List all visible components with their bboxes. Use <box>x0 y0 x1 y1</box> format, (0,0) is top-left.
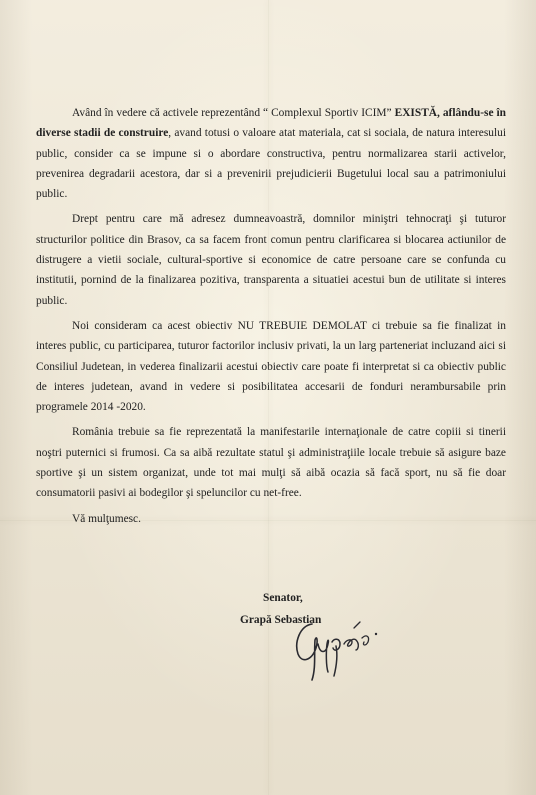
handwritten-signature <box>290 610 382 686</box>
paragraph-1 <box>36 103 506 204</box>
signer-title: Senator, <box>263 592 303 604</box>
paragraph-1-intro: Având în vedere că activele reprezentând “ Complexul Sportiv ICIM” <box>72 107 392 119</box>
signer-name: Grapă Sebastian <box>240 614 322 626</box>
letter-body <box>36 103 506 534</box>
paragraph-4: România trebuie sa fie reprezentată la manifestarile internaţionale de catre copiii si tinerii noştri puternici si frumosi. Ca sa aibă rezultate statul şi administraţiile locale trebuie să asigure baze sportive şi un sistem organizat, unde tot mai mulţi să aibă ocazia să facă sport, nu să fie doar consumatorii pasivi ai bodegilor şi speluncilor cu net-free. <box>36 426 506 500</box>
paragraph-3: Noi consideram ca acest obiectiv NU TREBUIE DEMOLAT ci trebuie sa fie finalizat in interes public, cu participarea, tuturor factorilor inclusiv privati, la un larg parteneriat incluzand aici si Consiliul Judetean, in vederea finalizarii acestui obiectiv care poate fi interpretat si ca obiectiv public de interes judetean, avand in vedere si posibilitatea accesarii de fonduri nerambursabile prin programele 2014 -2020. <box>36 319 506 414</box>
paragraph-2: Drept pentru care mă adresez dumneavoastră, domnilor miniştri tehnocraţi şi tuturor structurilor politice din Brasov, ca sa facem front comun pentru clarificarea si blocarea actiunilor de distrugere a vietii sociale, cultural-sportive si economice de catre persoane care se confunda cu institutii, pornind de la finalizarea pozitiva, transparenta a situatiei acestui bun de utilitate si interes public. <box>36 213 506 307</box>
paragraph-5: Vă mulţumesc. <box>72 512 141 525</box>
paragraph-1-rest: , avand totusi o valoare atat materiala, cat si sociala, de natura interesului public, consider ca se impune si o abordare constructiva, pentru normalizarea starii activelor, prevenirea degradarii acestora, dar si a prevenirii prejudicierii Bugetului local sau a patrimoniului public. <box>36 127 506 201</box>
paragraph-1-emphasis: EXISTĂ, aflându-se în diverse stadii de construire <box>36 107 506 140</box>
